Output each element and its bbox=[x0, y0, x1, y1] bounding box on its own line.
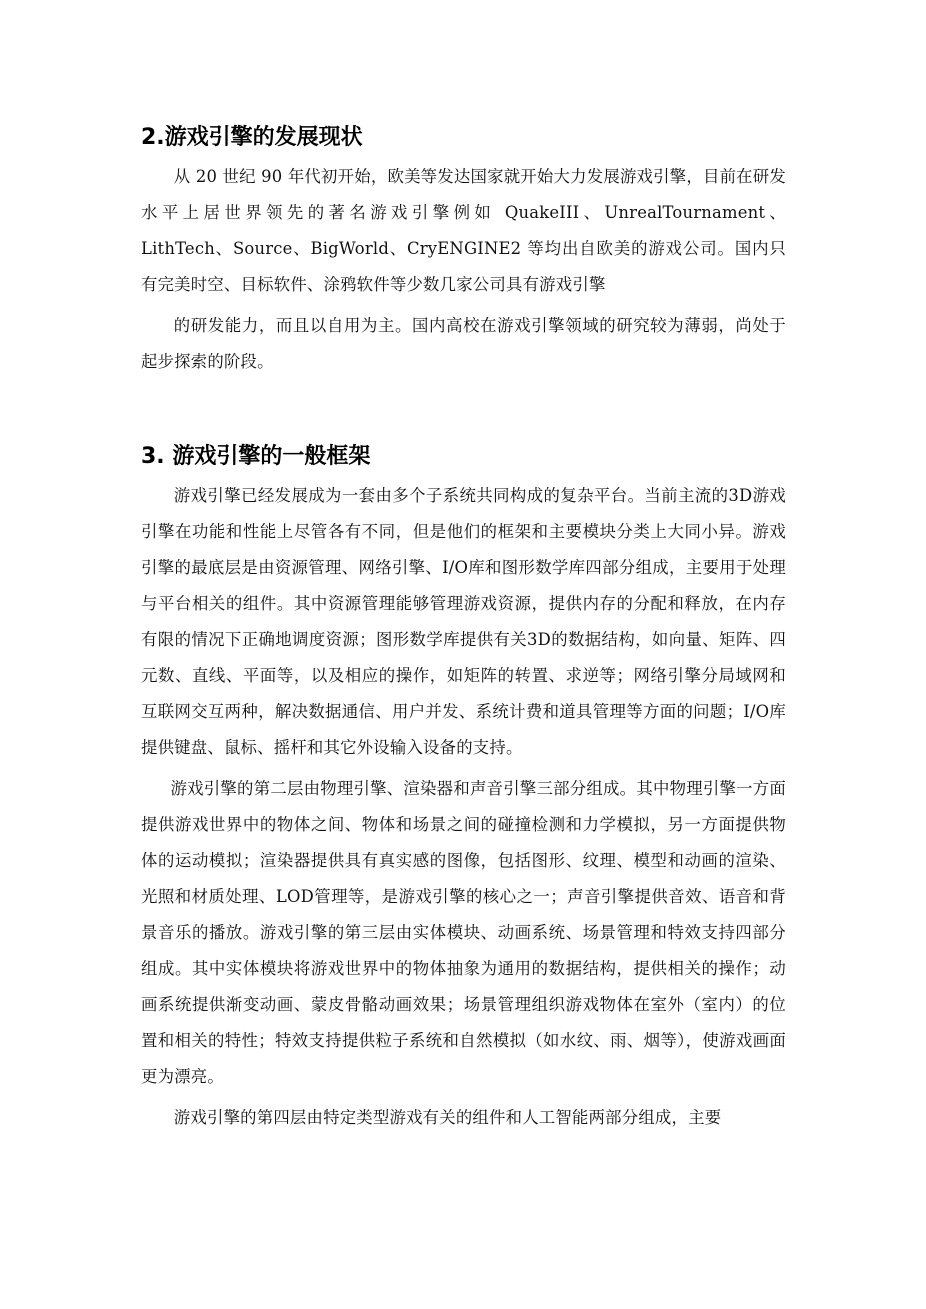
document-page bbox=[141, 118, 786, 1136]
section-3-paragraph-2: 游戏引擎的第二层由物理引擎、渲染器和声音引擎三部分组成。其中物理引擎一方面提供游戏世界中的物体之间、物体和场景之间的碰撞检测和力学模拟，另一方面提供物体的运动模拟；渲染器提供具有真实感的图像，包括图形、纹理、模型和动画的渲染、光照和材质处理、LOD管理等，是游戏引擎的核心之一；声音引擎提供音效、语音和背景音乐的播放。游戏引擎的第三层由实体模块、动画系统、场景管理和特效支持四部分组成。其中实体模块将游戏世界中的物体抽象为通用的数据结构，提供相关的操作；动画系统提供渐变动画、蒙皮骨骼动画效果；场景管理组织游戏物体在室外（室内）的位置和相关的特性；特效支持提供粒子系统和自然模拟（如水纹、雨、烟等），使游戏画面更为漂亮。 bbox=[141, 779, 786, 1086]
section-3-paragraph-3: 游戏引擎的第四层由特定类型游戏有关的组件和人工智能两部分组成，主要 bbox=[173, 1108, 722, 1127]
section-2-heading: 2.游戏引擎的发展现状 bbox=[141, 125, 363, 150]
section-3-paragraph-1: 游戏引擎已经发展成为一套由多个子系统共同构成的复杂平台。当前主流的3D游戏引擎在功能和性能上尽管各有不同，但是他们的框架和主要模块分类上大同小异。游戏引擎的最底层是由资源管理、网络引擎、I/O库和图形数学库四部分组成，主要用于处理与平台相关的组件。其中资源管理能够管理游戏资源，提供内存的分配和释放，在内存有限的情况下正确地调度资源；图形数学库提供有关3D的数据结构，如向量、矩阵、四元数、直线、平面等，以及相应的操作，如矩阵的转置、求逆等；网络引擎分局域网和互联网交互两种，解决数据通信、用户并发、系统计费和道具管理等方面的问题；I/O库提供键盘、鼠标、摇杆和其它外设输入设备的支持。 bbox=[141, 486, 786, 757]
section-2-paragraph-2: 的研发能力，而且以自用为主。国内高校在游戏引擎领域的研究较为薄弱，尚处于起步探索的阶段。 bbox=[141, 316, 786, 371]
section-2-paragraph-1: 从 20 世纪 90 年代初开始，欧美等发达国家就开始大力发展游戏引擎，目前在研发水平上居世界领先的著名游戏引擎例如 QuakeIII、UnrealTournament、LithTech、Source、BigWorld、CryENGINE2 等均出自欧美的游戏公司。国内只有完美时空、目标软件、涂鸦软件等少数几家公司具有游戏引擎 bbox=[141, 167, 786, 294]
section-3-heading: 3. 游戏引擎的一般框架 bbox=[141, 444, 371, 469]
